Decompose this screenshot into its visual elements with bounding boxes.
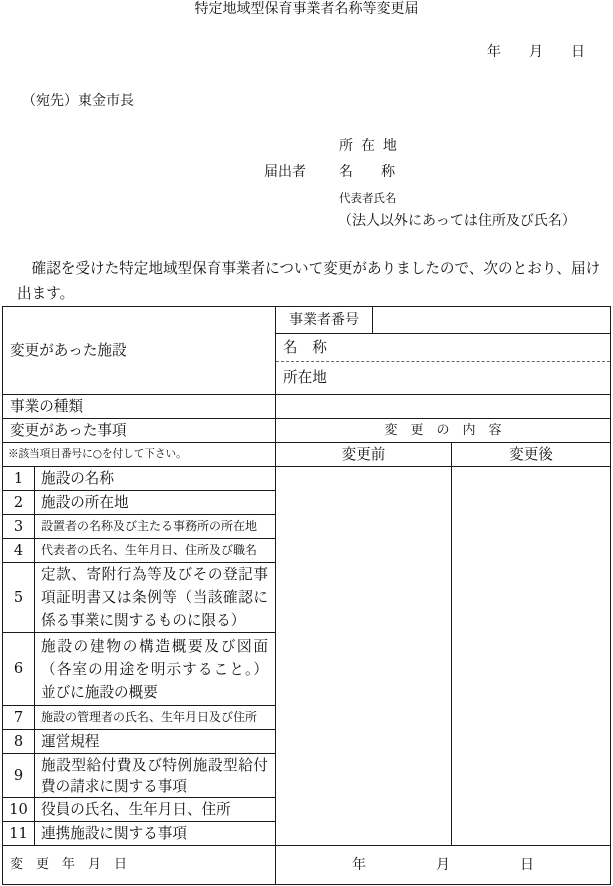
item-8-label: 運営規程 — [35, 730, 275, 753]
item-11-label: 連携施設に関する事項 — [35, 822, 275, 845]
item-6-label-line: 施設の建物の構造概要及び図面 — [41, 637, 268, 655]
item-9-label — [35, 754, 275, 797]
item-8-number: 8 — [3, 730, 34, 753]
notifier-label: 届出者 — [264, 164, 306, 180]
addressee: （宛先）東金市長 — [22, 93, 134, 109]
item-10-label: 役員の氏名、生年月日、住所 — [35, 798, 275, 821]
facility-name-label: 名 称 — [276, 334, 610, 362]
before-field — [276, 467, 451, 845]
notifier-address-label: 所 在 地 — [339, 138, 397, 154]
item-5-label-line: 係る事業に関するものに限る） — [41, 612, 246, 629]
item-3-number: 3 — [3, 515, 34, 538]
item-9-label-line: 費の請求に関する事項 — [41, 777, 187, 795]
item-7-label: 施設の管理者の氏名、生年月日及び住所 — [35, 706, 275, 729]
item-11-number: 11 — [3, 822, 34, 845]
item-5-label-line: 定款、寄附行為等及びその登記事 — [41, 566, 268, 583]
item-6-label-line: 並びに施設の概要 — [41, 683, 158, 701]
item-9-number: 9 — [3, 754, 34, 797]
after-field — [452, 467, 610, 845]
before-header: 変更前 — [276, 443, 451, 466]
item-1-number: 1 — [3, 467, 34, 490]
item-1-label: 施設の名称 — [35, 467, 275, 490]
item-5-number: 5 — [3, 563, 34, 632]
item-4-number: 4 — [3, 539, 34, 562]
item-4-label: 代表者の氏名、生年月日、住所及び職名 — [35, 539, 275, 562]
item-6-number: 6 — [3, 633, 34, 705]
change-notification-table — [2, 306, 611, 885]
change-date-field: 年 月 日 — [276, 846, 610, 884]
item-6-label-line: （各室の用途を明示すること。） — [41, 660, 268, 678]
operator-number-field — [373, 307, 610, 333]
changed-facility-label: 変更があった施設 — [3, 307, 275, 394]
document-title: 特定地域型保育事業者名称等変更届 — [194, 1, 419, 17]
item-5-label-line: 項証明書又は条例等（当該確認に — [41, 589, 268, 606]
changed-items-header: 変更があった事項 — [3, 419, 275, 442]
business-type-field — [276, 395, 610, 418]
change-content-header: 変 更 の 内 容 — [276, 419, 610, 442]
item-9-label-line: 施設型給付費及び特例施設型給付 — [41, 756, 268, 774]
operator-number-label: 事業者番号 — [276, 307, 372, 333]
item-3-label: 設置者の名称及び主たる事務所の所在地 — [35, 515, 275, 538]
change-date-label: 変 更 年 月 日 — [3, 846, 275, 884]
item-2-number: 2 — [3, 491, 34, 514]
facility-address-label: 所在地 — [283, 369, 327, 387]
notifier-name-label: 名 称 — [339, 164, 395, 180]
items-note: ※該当項目番号に○を付して下さい。 — [3, 443, 275, 466]
representative-name-label: 代表者氏名 — [339, 191, 397, 205]
item-6-label — [35, 633, 275, 705]
after-header: 変更後 — [452, 443, 610, 466]
facility-name-address-block — [276, 334, 610, 394]
submission-date-line: 年 月 日 — [487, 44, 585, 60]
item-7-number: 7 — [3, 706, 34, 729]
item-5-label — [35, 563, 275, 632]
business-type-label: 事業の種類 — [3, 395, 275, 418]
statement-paragraph: 確認を受けた特定地域型保育事業者について変更がありましたので、次のとおり、届け出ます。 — [17, 260, 601, 302]
representative-note: （法人以外にあっては住所及び氏名） — [338, 213, 576, 229]
item-10-number: 10 — [3, 798, 34, 821]
item-2-label: 施設の所在地 — [35, 491, 275, 514]
